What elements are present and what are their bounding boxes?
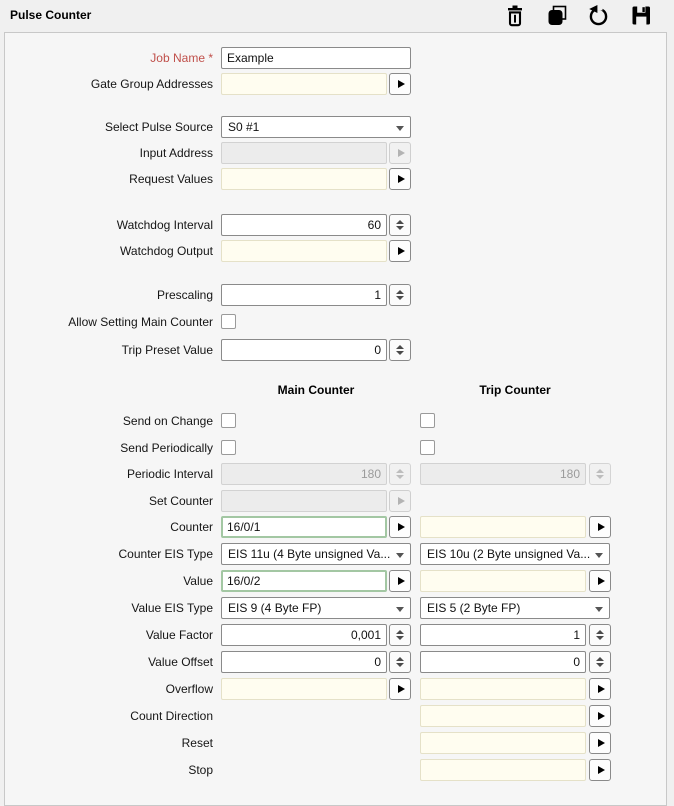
- row-value-eis-type: [10, 597, 660, 619]
- spin-up-icon: [396, 290, 404, 294]
- value-offset-trip-input[interactable]: [420, 651, 586, 673]
- request-values-input[interactable]: [221, 168, 387, 190]
- send-on-change-label: Send on Change: [122, 414, 213, 428]
- send-on-change-main-checkbox[interactable]: [221, 413, 236, 428]
- stop-trip-picker-button[interactable]: [589, 759, 611, 781]
- value-factor-label: Value Factor: [145, 628, 213, 642]
- row-trip-preset-value: [10, 339, 660, 361]
- row-watchdog-output: [10, 240, 660, 262]
- counter-main-input[interactable]: [221, 516, 387, 538]
- job-name-label: Job Name *: [150, 51, 213, 65]
- value-main-picker-button[interactable]: [389, 570, 411, 592]
- watchdog-output-input[interactable]: [221, 240, 387, 262]
- trip-preset-value-label: Trip Preset Value: [121, 343, 213, 357]
- prescaling-input[interactable]: [221, 284, 387, 306]
- value-eis-type-trip-dropdown[interactable]: [420, 597, 610, 619]
- stop-label: Stop: [188, 763, 213, 777]
- spin-up-icon: [596, 469, 604, 473]
- spin-up-icon: [596, 657, 604, 661]
- input-address-label: Input Address: [139, 146, 213, 160]
- trash-glyph: [504, 4, 526, 27]
- row-request-values: [10, 168, 660, 190]
- row-allow-setting-main-counter: [10, 311, 660, 333]
- gate-group-addresses-label: Gate Group Addresses: [90, 77, 213, 91]
- input-address-picker-button: [389, 142, 411, 164]
- spin-down-icon: [596, 636, 604, 640]
- overflow-trip-input[interactable]: [420, 678, 586, 700]
- select-pulse-source-dropdown[interactable]: [221, 116, 411, 138]
- counter-eis-type-label: Counter EIS Type: [118, 547, 213, 561]
- send-periodically-trip-checkbox[interactable]: [420, 440, 435, 455]
- undo-glyph: [587, 4, 610, 27]
- overflow-main-input[interactable]: [221, 678, 387, 700]
- row-value-offset: [10, 651, 660, 673]
- stop-trip-input[interactable]: [420, 759, 586, 781]
- row-prescaling: [10, 284, 660, 306]
- watchdog-interval-input[interactable]: [221, 214, 387, 236]
- row-gate-group-addresses: [10, 73, 660, 95]
- right-arrow-icon: [598, 577, 605, 585]
- chevron-down-icon: [396, 607, 404, 612]
- reset-label: Reset: [181, 736, 213, 750]
- row-reset: [10, 732, 660, 754]
- row-periodic-interval: [10, 463, 660, 485]
- counter-main-picker-button[interactable]: [389, 516, 411, 538]
- row-value: [10, 570, 660, 592]
- prescaling-spinner[interactable]: [389, 284, 411, 306]
- row-overflow: [10, 678, 660, 700]
- spin-down-icon: [396, 475, 404, 479]
- spin-down-icon: [396, 226, 404, 230]
- value-factor-main-input[interactable]: [221, 624, 387, 646]
- chevron-down-icon: [595, 607, 603, 612]
- delete-icon[interactable]: [503, 4, 526, 27]
- row-send-periodically: [10, 437, 660, 459]
- row-column-headers: [10, 382, 660, 398]
- value-trip-input[interactable]: [420, 570, 586, 592]
- right-arrow-icon: [398, 497, 405, 505]
- periodic-interval-main-input: [221, 463, 387, 485]
- row-counter: [10, 516, 660, 538]
- counter-eis-type-main-dropdown[interactable]: [221, 543, 411, 565]
- reset-trip-picker-button[interactable]: [589, 732, 611, 754]
- spin-up-icon: [396, 657, 404, 661]
- value-trip-picker-button[interactable]: [589, 570, 611, 592]
- allow-setting-main-counter-label: Allow Setting Main Counter: [68, 315, 213, 329]
- periodic-interval-main-spinner: [389, 463, 411, 485]
- send-periodically-label: Send Periodically: [120, 441, 213, 455]
- periodic-interval-trip-input: [420, 463, 586, 485]
- spin-up-icon: [396, 345, 404, 349]
- watchdog-output-picker-button[interactable]: [389, 240, 411, 262]
- spin-down-icon: [396, 636, 404, 640]
- send-on-change-trip-checkbox[interactable]: [420, 413, 435, 428]
- spin-up-icon: [396, 469, 404, 473]
- trip-counter-header: Trip Counter: [479, 383, 551, 397]
- chevron-down-icon: [595, 553, 603, 558]
- row-input-address: [10, 142, 660, 164]
- row-counter-eis-type: [10, 543, 660, 565]
- periodic-interval-trip-spinner: [589, 463, 611, 485]
- select-pulse-source-label: Select Pulse Source: [104, 120, 213, 134]
- value-factor-main-spinner[interactable]: [389, 624, 411, 646]
- right-arrow-icon: [398, 247, 405, 255]
- copy-icon[interactable]: [545, 4, 568, 27]
- value-eis-type-label: Value EIS Type: [131, 601, 213, 615]
- prescaling-label: Prescaling: [156, 288, 213, 302]
- count-direction-label: Count Direction: [130, 709, 213, 723]
- title-bar: [0, 0, 674, 31]
- right-arrow-icon: [598, 712, 605, 720]
- count-direction-trip-picker-button[interactable]: [589, 705, 611, 727]
- row-select-pulse-source: [10, 116, 660, 138]
- pulse-counter-form-panel: [4, 32, 667, 806]
- value-main-input[interactable]: [221, 570, 387, 592]
- row-count-direction: [10, 705, 660, 727]
- right-arrow-icon: [598, 685, 605, 693]
- chevron-down-icon: [396, 126, 404, 131]
- count-direction-trip-input[interactable]: [420, 705, 586, 727]
- overflow-label: Overflow: [165, 682, 213, 696]
- request-values-label: Request Values: [129, 172, 213, 186]
- value-offset-trip-spinner[interactable]: [589, 651, 611, 673]
- watchdog-output-label: Watchdog Output: [120, 244, 213, 258]
- main-counter-header: Main Counter: [277, 383, 355, 397]
- page-title: Pulse Counter: [10, 8, 92, 22]
- spin-up-icon: [396, 630, 404, 634]
- gate-group-addresses-picker-button[interactable]: [389, 73, 411, 95]
- value-factor-trip-spinner[interactable]: [589, 624, 611, 646]
- right-arrow-icon: [398, 577, 405, 585]
- floppy-glyph: [630, 4, 652, 27]
- value-factor-trip-input[interactable]: [420, 624, 586, 646]
- set-counter-label: Set Counter: [148, 494, 213, 508]
- counter-trip-picker-button[interactable]: [589, 516, 611, 538]
- trip-preset-value-spinner[interactable]: [389, 339, 411, 361]
- row-send-on-change: [10, 410, 660, 432]
- counter-trip-input[interactable]: [420, 516, 586, 538]
- value-eis-type-trip-value: EIS 5 (2 Byte FP): [427, 601, 521, 615]
- set-counter-input: [221, 490, 387, 512]
- value-offset-main-spinner[interactable]: [389, 651, 411, 673]
- reset-trip-input[interactable]: [420, 732, 586, 754]
- spin-down-icon: [596, 663, 604, 667]
- counter-eis-type-main-value: EIS 11u (4 Byte unsigned Va...: [228, 547, 391, 561]
- periodic-interval-label: Periodic Interval: [126, 467, 213, 481]
- row-value-factor: [10, 624, 660, 646]
- value-eis-type-main-dropdown[interactable]: [221, 597, 411, 619]
- row-job-name: [10, 47, 660, 69]
- job-name-input[interactable]: [221, 47, 411, 69]
- counter-eis-type-trip-dropdown[interactable]: [420, 543, 610, 565]
- counter-label: Counter: [170, 520, 213, 534]
- row-set-counter: [10, 490, 660, 512]
- value-eis-type-main-value: EIS 9 (4 Byte FP): [228, 601, 322, 615]
- undo-icon[interactable]: [587, 4, 610, 27]
- right-arrow-icon: [598, 766, 605, 774]
- trip-preset-value-input[interactable]: [221, 339, 387, 361]
- save-icon[interactable]: [629, 4, 652, 27]
- value-offset-label: Value Offset: [148, 655, 213, 669]
- right-arrow-icon: [398, 175, 405, 183]
- overflow-main-picker-button[interactable]: [389, 678, 411, 700]
- counter-eis-type-trip-value: EIS 10u (2 Byte unsigned Va...: [427, 547, 591, 561]
- copy-glyph: [546, 4, 568, 27]
- right-arrow-icon: [398, 149, 405, 157]
- request-values-picker-button[interactable]: [389, 168, 411, 190]
- right-arrow-icon: [598, 739, 605, 747]
- watchdog-interval-spinner[interactable]: [389, 214, 411, 236]
- input-address-input: [221, 142, 387, 164]
- spin-down-icon: [396, 351, 404, 355]
- spin-down-icon: [596, 475, 604, 479]
- spin-up-icon: [396, 220, 404, 224]
- right-arrow-icon: [398, 80, 405, 88]
- send-periodically-main-checkbox[interactable]: [221, 440, 236, 455]
- toolbar: [503, 4, 652, 27]
- allow-setting-main-counter-checkbox[interactable]: [221, 314, 236, 329]
- spin-up-icon: [596, 630, 604, 634]
- row-watchdog-interval: [10, 214, 660, 236]
- set-counter-picker-button: [389, 490, 411, 512]
- overflow-trip-picker-button[interactable]: [589, 678, 611, 700]
- right-arrow-icon: [398, 685, 405, 693]
- value-label: Value: [183, 574, 213, 588]
- row-stop: [10, 759, 660, 781]
- spin-down-icon: [396, 296, 404, 300]
- chevron-down-icon: [396, 553, 404, 558]
- gate-group-addresses-input[interactable]: [221, 73, 387, 95]
- value-offset-main-input[interactable]: [221, 651, 387, 673]
- spin-down-icon: [396, 663, 404, 667]
- watchdog-interval-label: Watchdog Interval: [116, 218, 213, 232]
- right-arrow-icon: [398, 523, 405, 531]
- right-arrow-icon: [598, 523, 605, 531]
- select-pulse-source-value: S0 #1: [228, 120, 260, 134]
